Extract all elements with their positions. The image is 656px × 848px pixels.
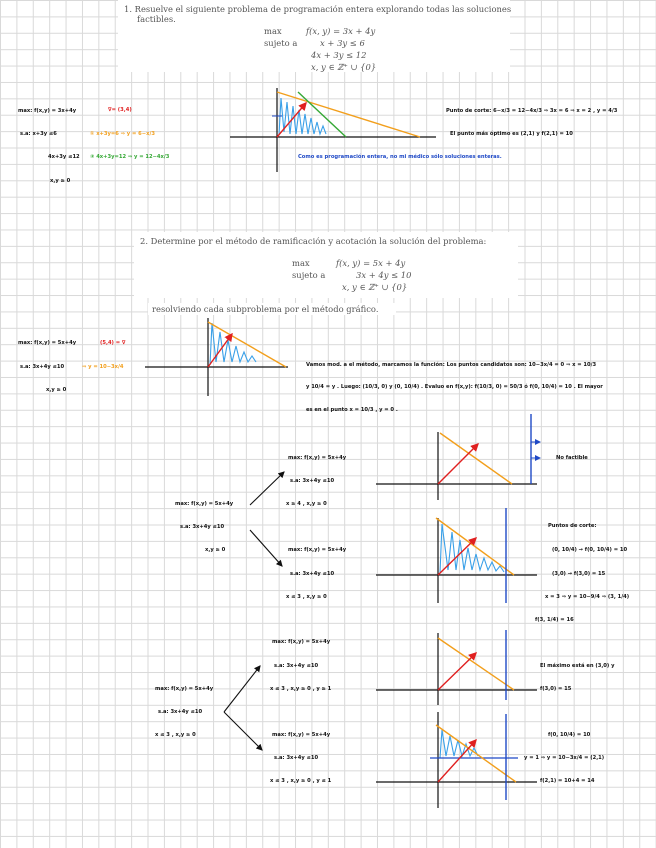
graph-branch-x-le-3 [376, 508, 537, 603]
b2-max: max: f(x,y) = 5x+4y [288, 547, 347, 553]
b2-note-4: f(3, 1/4) = 16 [535, 617, 574, 623]
p2-domain: x, y ∈ ℤ⁺ ∪ {0} [342, 282, 408, 292]
p2-note-max: max: f(x,y) = 5x+4y [18, 340, 77, 346]
p2-note-sa: s.a: 3x+4y ≤10 [20, 364, 65, 370]
p2-subject-label: sujeto a [292, 270, 326, 280]
root2-bounds: x ≤ 3 , x,y ≥ 0 [155, 732, 196, 738]
b4-note-0: f(0, 10/4) = 10 [548, 732, 591, 738]
b2-note-2: (3,0) → f(3,0) = 15 [552, 571, 606, 577]
p1-note-gradient: ∇= (3,4) [108, 107, 132, 113]
p1-note-constraint2: ② 4x+3y=12 ⇒ y = 12−4x/3 [90, 154, 170, 160]
b2-note-0: Puntos de corte: [548, 523, 597, 529]
b3-bounds: x ≤ 3 , x,y ≥ 0 , y ≥ 1 [270, 686, 332, 692]
p1-note-integer: Como es programación entera, no mi médico sólo soluciones enteras. [298, 154, 502, 160]
b1-sa: s.a: 3x+4y ≤10 [290, 478, 335, 484]
problem1-statement-cont: factibles. [137, 14, 176, 24]
p1-note-optimum: El punto más óptimo es (2,1) y f(2,1) = 10 [450, 131, 573, 137]
p2-note-gradient: (5,4) = ∇ [100, 340, 126, 346]
b4-sa: s.a: 3x+4y ≤10 [274, 755, 319, 761]
b1-max: max: f(x,y) = 5x+4y [288, 455, 347, 461]
p1-note-sa2: 4x+3y ≤12 [48, 154, 80, 160]
b2-note-1: (0, 10/4) → f(0, 10/4) = 10 [552, 547, 628, 553]
b4-note-1: y = 1 ⇒ y = 10−3x/4 = (2,1) [524, 755, 605, 761]
b4-max: max: f(x,y) = 5x+4y [272, 732, 331, 738]
p1-note-max: max: f(x,y) = 3x+4y [18, 108, 77, 114]
graph-branch-y-ge-1 [376, 630, 537, 705]
root-nonneg: x,y ≥ 0 [205, 547, 226, 553]
graph-branch-y-le-1 [376, 712, 537, 808]
b2-note-3: x = 3 ⇒ y = 10−9/4 ⇒ (3, 1/4) [545, 594, 630, 600]
p2-method: resolviendo cada subproblema por el método gráfico. [152, 304, 379, 314]
p1-constraint-1: x + 3y ≤ 6 [320, 38, 365, 48]
p1-note-constraint1: ① x+3y=6 ⇒ y = 6−x/3 [90, 131, 155, 137]
p1-note-sa1: s.a: x+3y ≤6 [20, 131, 57, 137]
root2-max: max: f(x,y) = 5x+4y [155, 686, 214, 692]
b1-note: No factible [556, 455, 588, 461]
tree-arrow-b4 [224, 712, 262, 750]
b3-note-0: El máximo está en (3,0) y [540, 663, 615, 669]
root2-sa: s.a: 3x+4y ≤10 [158, 709, 203, 715]
p2-constraint: 3x + 4y ≤ 10 [356, 270, 412, 280]
p1-model-label: max [264, 26, 282, 36]
root-max: max: f(x,y) = 5x+4y [175, 501, 234, 507]
p1-subject-label: sujeto a [264, 38, 298, 48]
p2-explanation-3: es en el punto x = 10/3 , y = 0 . [306, 407, 398, 413]
root-sa: s.a: 3x+4y ≤10 [180, 524, 225, 530]
b4-note-2: f(2,1) = 10+4 = 14 [540, 778, 595, 784]
b2-bounds: x ≤ 3 , x,y ≥ 0 [286, 594, 327, 600]
tree-arrow-b3 [224, 666, 260, 712]
b3-max: max: f(x,y) = 5x+4y [272, 639, 331, 645]
tree-arrow-b1 [250, 472, 284, 505]
p2-model-label: max [292, 258, 310, 268]
tree-arrow-b2 [250, 530, 282, 566]
b4-bounds: x ≤ 3 , x,y ≥ 0 , y ≤ 1 [270, 778, 332, 784]
p2-note-nonneg: x,y ≥ 0 [46, 387, 67, 393]
p2-note-line: ⇒ y = 10−3x/4 [82, 364, 124, 370]
p1-constraint-2: 4x + 3y ≤ 12 [311, 50, 367, 60]
b3-note-1: f(3,0) = 15 [540, 686, 572, 692]
b1-bounds: x ≥ 4 , x,y ≥ 0 [286, 501, 327, 507]
p2-explanation-2: y 10/4 = y . Luego: (10/3, 0) y (0, 10/4) . Evaluo en f(x,y): f(10/3, 0) = 50/3 ó f(0, 10/4) = 10 . El mayor [306, 384, 603, 390]
b2-sa: s.a: 3x+4y ≤10 [290, 571, 335, 577]
p2-objective: f(x, y) = 5x + 4y [336, 258, 406, 268]
graph-problem2 [145, 318, 288, 396]
b3-sa: s.a: 3x+4y ≤10 [274, 663, 319, 669]
p1-note-nonneg: x,y ≥ 0 [50, 178, 71, 184]
graph-branch-x-ge-4 [376, 414, 540, 500]
p2-explanation-1: Vamos mod. a el método, marcamos la función: Los puntos candidatos son: 10−3x/4 = 0 ⇒ x = 10/3 [306, 362, 597, 368]
problem1-statement: 1. Resuelve el siguiente problema de programación entera explorando todas las soluciones [124, 4, 512, 14]
p1-objective: f(x, y) = 3x + 4y [306, 26, 376, 36]
graph-problem1 [230, 88, 436, 172]
problem2-statement: 2. Determine por el método de ramificación y acotación la solución del problema: [140, 236, 487, 246]
p1-note-cut: Punto de corte: 6−x/3 = 12−4x/3 ⇒ 3x = 6 ⇒ x = 2 , y = 4/3 [446, 108, 618, 114]
p1-domain: x, y ∈ ℤ⁺ ∪ {0} [311, 62, 377, 72]
